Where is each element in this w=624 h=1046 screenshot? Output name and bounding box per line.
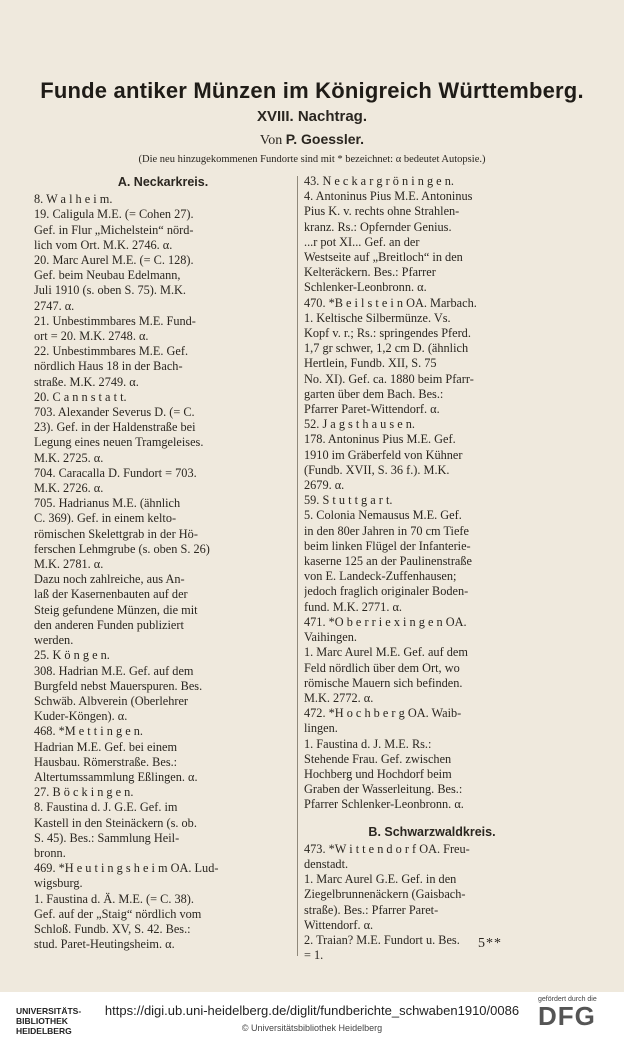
dfg-wordmark: DFG [538,1001,596,1031]
right-column-line: (Fundb. XVII, S. 36 f.). M.K. [304,462,450,477]
right-column-line: 472. *H o c h b e r g OA. Waib- [304,706,462,721]
left-column-line: 705. Hadrianus M.E. (ähnlich [34,496,181,511]
left-column-line: 22. Unbestimmbares M.E. Gef. [34,344,189,359]
right-column-line: Hochberg und Hochdorf beim [304,766,452,781]
section-heading-neckarkreis: A. Neckarkreis. [117,175,209,189]
right-column-line: 470. *B e i l s t e i n OA. Marbach. [304,295,477,310]
left-column-line: Burgfeld nebst Mauerspuren. Bes. [34,678,203,693]
left-column-line: straße. M.K. 2749. α. [34,374,139,389]
right-column-line: Schlenker-Leonbronn. α. [304,280,427,295]
right-column-line: Pfarrer Schlenker-Leonbronn. α. [304,797,464,812]
right-column-b-line: 1. Marc Aurel G.E. Gef. in den [304,872,457,887]
right-column-line: 4. Antoninus Pius M.E. Antoninus [304,189,473,204]
right-column-line: Pius K. v. rechts ohne Strahlen- [304,204,460,219]
left-column-line: 703. Alexander Severus D. (= C. [34,405,195,420]
left-column-line: lich vom Ort. M.K. 2746. α. [34,237,173,252]
right-column-b-line: Wittendorf. α. [304,917,374,932]
left-column-line: Juli 1910 (s. oben S. 75). M.K. [34,283,187,298]
page-number: 5** [478,936,502,951]
right-column-line: 1. Faustina d. J. M.E. Rs.: [304,736,432,751]
right-column-line: kaserne 125 an der Paulinenstraße [304,554,472,569]
left-column-line: den anderen Funden publiziert [34,617,184,632]
right-column-line: Kelteräckern. Bes.: Pfarrer [304,265,436,280]
right-column-line: 43. N e c k a r g r ö n i n g e n. [304,174,454,188]
left-column-line: Steig gefundene Münzen, die mit [34,602,198,617]
left-column-line: Kuder-Köngen). α. [34,709,128,724]
right-column-line: 178. Antoninus Pius M.E. Gef. [304,432,456,447]
right-column-line: ...r pot XI... Gef. an der [304,234,420,249]
left-column-line: Hausbau. Römerstraße. Bes.: [34,754,178,769]
article-title: Funde antiker Münzen im Königreich Württemberg. [40,78,584,103]
left-column-line: Hadrian M.E. Gef. bei einem [34,739,178,754]
left-column [34,174,292,952]
left-column-line: 8. W a l h e i m. [34,192,113,207]
left-column-line: wigsburg. [34,876,83,891]
right-column [304,174,560,963]
right-column-b-line: denstadt. [304,856,349,871]
right-column-line: 471. *O b e r r i e x i n g e n OA. [304,614,467,629]
right-column-b-line: = 1. [304,948,324,963]
right-column-line: jedoch fraglich originaler Boden- [304,584,469,599]
author-name: P. Goessler. [285,131,365,147]
left-column-line: 25. K ö n g e n. [34,648,110,663]
right-column-line: römische Mauern sich befinden. [304,675,463,690]
left-column-line: M.K. 2725. α. [34,450,104,465]
right-column-line: garten über dem Bach. Bes.: [304,386,444,401]
right-column-line: Kopf v. r.; Rs.: springendes Pferd. [304,326,471,341]
left-column-line: Kastell in den Steinäckern (s. ob. [34,815,197,830]
right-column-line: Pfarrer Paret-Wittendorf. α. [304,402,440,417]
right-column-b-line: Ziegelbrunnenäckern (Gaisbach- [304,887,466,902]
left-column-line: nördlich Haus 18 in der Bach- [34,359,183,374]
permalink[interactable]: https://digi.ub.uni-heidelberg.de/diglit/fundberichte_schwaben1910/0086 [104,1003,520,1018]
right-column-text [304,174,560,813]
right-column-line: No. XI). Gef. ca. 1880 beim Pfarr- [304,371,474,386]
right-column-line: in den 80er Jahren in 70 cm Tiefe [304,523,469,538]
left-column-line: S. 45). Bes.: Sammlung Heil- [34,830,180,845]
left-column-line: 23). Gef. in der Haldenstraße bei [34,420,196,435]
left-column-line: M.K. 2781. α. [34,557,104,572]
left-column-line: ort = 20. M.K. 2748. α. [34,329,149,344]
left-column-line: 469. *H e u t i n g s h e i m OA. Lud- [34,861,219,876]
right-column-line: beim linken Flügel der Infanterie- [304,538,471,553]
left-column-line: M.K. 2726. α. [34,481,104,496]
right-column-line: von E. Landeck-Zuffenhausen; [304,569,457,584]
left-column-line: C. 369). Gef. in einem kelto- [34,511,177,526]
left-column-line: 468. *M e t t i n g e n. [34,724,143,739]
footer-bar [0,992,624,1046]
right-column-b-line: 2. Traian? M.E. Fundort u. Bes. [304,932,460,947]
right-column-b-line: straße). Bes.: Pfarrer Paret- [304,902,439,917]
left-column-line: Altertumssammlung Eßlingen. α. [34,769,198,784]
right-column-line: Vaihingen. [304,630,357,645]
left-column-line: 19. Caligula M.E. (= Cohen 27). [34,207,194,222]
legend-note: (Die neu hinzugekommenen Fundorte sind mit * bezeichnet: α bedeutet Autopsie.) [138,154,486,165]
article-subtitle: XVIII. Nachtrag. [256,108,368,125]
right-column-text-b [304,842,560,964]
left-column-text [34,192,292,952]
left-column-line: ferschen Lehmgrube (s. oben S. 26) [34,541,210,556]
right-column-line: Stehende Frau. Gef. zwischen [304,751,452,766]
left-column-line: Schwäb. Albverein (Oberlehrer [34,693,188,708]
left-column-line: 20. Marc Aurel M.E. (= C. 128). [34,253,194,268]
right-column-b-line: 473. *W i t t e n d o r f OA. Freu- [304,841,470,856]
left-column-line: Dazu noch zahlreiche, aus An- [34,572,185,587]
left-column-line: werden. [34,633,74,648]
left-column-line: Gef. in Flur „Michelstein“ nörd- [34,222,194,237]
dfg-logo [538,996,616,1029]
right-column-line: lingen. [304,721,338,736]
left-column-line: laß der Kasernenbauten auf der [34,587,188,602]
left-column-line: 8. Faustina d. J. G.E. Gef. im [34,800,178,815]
left-column-line: 1. Faustina d. Ä. M.E. (= C. 38). [34,891,194,906]
left-column-line: 704. Caracalla D. Fundort = 703. [34,465,197,480]
left-column-line: bronn. [34,845,66,860]
left-column-line: römischen Skelettgrab in der Hö- [34,526,198,541]
right-column-line: 1. Keltische Silbermünze. Vs. [304,310,451,325]
author-line [0,131,624,149]
copyright-line: © Universitätsbibliothek Heidelberg [241,1023,383,1033]
right-column-line: Feld nördlich über dem Ort, wo [304,660,460,675]
right-column-line: 1,7 gr schwer, 1,2 cm D. (ähnlich [304,341,469,356]
right-column-line: 5. Colonia Nemausus M.E. Gef. [304,508,462,523]
right-column-line: M.K. 2772. α. [304,690,374,705]
dfg-caption: gefördert durch die [538,996,597,1003]
left-column-line: Schloß. Fundb. XV, S. 42. Bes.: [34,921,191,936]
right-column-line: 1. Marc Aurel M.E. Gef. auf dem [304,645,468,660]
left-column-line: 308. Hadrian M.E. Gef. auf dem [34,663,194,678]
right-column-line: 52. J a g s t h a u s e n. [304,417,416,432]
left-column-line: Gef. beim Neubau Edelmann, [34,268,181,283]
right-column-line: kranz. Rs.: Opfernder Genius. [304,219,452,234]
right-column-line: Graben der Wasserleitung. Bes.: [304,782,463,797]
left-column-line: 27. B ö c k i n g e n. [34,785,134,800]
left-column-line: 2747. α. [34,298,75,313]
left-column-line: Legung eines neuen Tramgeleises. [34,435,204,450]
right-column-line: 2679. α. [304,478,345,493]
right-column-line: 1910 im Gräberfeld von Kühner [304,447,463,462]
right-column-line: Westseite auf „Breitloch“ in den [304,250,463,265]
left-column-line: 21. Unbestimmbares M.E. Fund- [34,313,196,328]
section-heading-schwarzwaldkreis: B. Schwarzwaldkreis. [368,824,496,839]
left-column-line: 20. C a n n s t a t t. [34,389,127,404]
right-column-line: 59. S t u t t g a r t. [304,493,393,508]
library-logo-text: UNIVERSITÄTS- BIBLIOTHEK HEIDELBERG [16,1006,82,1036]
author-prefix: Von [259,133,283,148]
right-column-line: fund. M.K. 2771. α. [304,599,402,614]
left-column-line: Gef. auf der „Staig“ nördlich vom [34,906,202,921]
left-column-line: stud. Paret-Heutingsheim. α. [34,937,175,952]
right-column-line: Hertlein, Fundb. XII, S. 75 [304,356,437,371]
column-divider [297,176,298,956]
